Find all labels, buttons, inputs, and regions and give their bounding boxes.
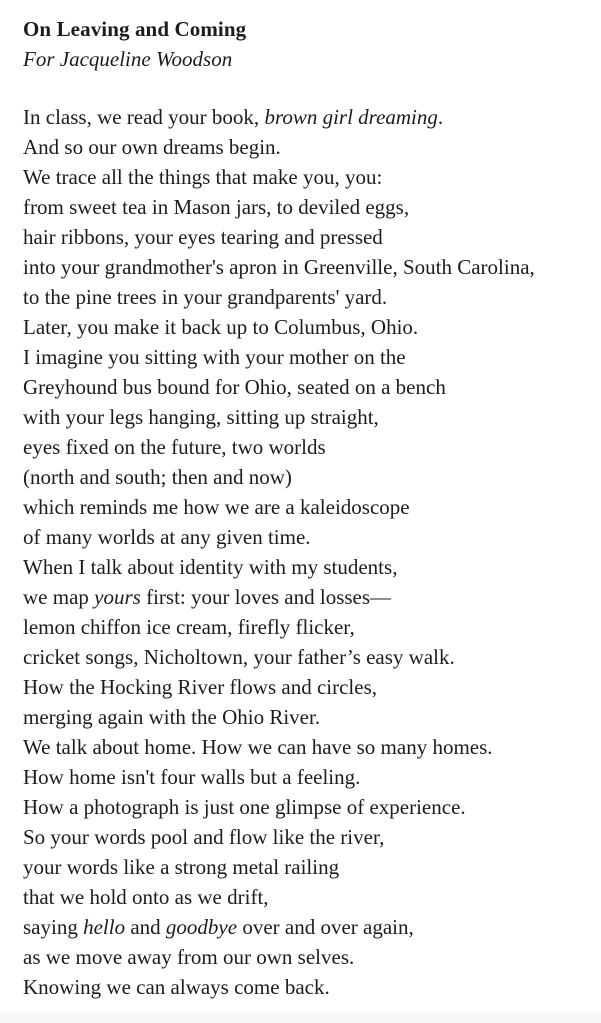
poem-line-segment: first: your loves and losses— xyxy=(140,585,392,609)
poem-line xyxy=(23,972,583,1002)
poem-line xyxy=(23,762,583,792)
poem-line-segment: Later, you make it back up to Columbus, Ohio. xyxy=(23,315,419,339)
poem-line-segment: Knowing we can always come back. xyxy=(23,975,330,999)
poem-line-segment: over and over again, xyxy=(237,915,414,939)
poem-line-segment: that we hold onto as we drift, xyxy=(23,885,269,909)
poem-line-segment: So your words pool and flow like the river, xyxy=(23,825,385,849)
poem-line-segment: to the pine trees in your grandparents' yard. xyxy=(23,285,388,309)
poem-line xyxy=(23,222,583,252)
poem-line-italic-segment: hello xyxy=(83,915,126,939)
poem-line xyxy=(23,552,583,582)
poem-line-segment: hair ribbons, your eyes tearing and pressed xyxy=(23,225,383,249)
poem-line-italic-segment: brown girl dreaming xyxy=(264,105,438,129)
poem-line-segment: saying xyxy=(23,915,84,939)
poem-line xyxy=(23,942,583,972)
poem-line xyxy=(23,402,583,432)
poem-line xyxy=(23,342,583,372)
poem-line-italic-segment: yours xyxy=(94,585,141,609)
poem-line-segment: Greyhound bus bound for Ohio, seated on a bench xyxy=(23,375,446,399)
poem-line xyxy=(23,252,583,282)
poem-line xyxy=(23,582,583,612)
poem-line xyxy=(23,432,583,462)
poem-line-segment: lemon chiffon ice cream, firefly flicker, xyxy=(23,615,355,639)
poem-line-segment: How the Hocking River flows and circles, xyxy=(23,675,377,699)
poem-line-segment: How a photograph is just one glimpse of experience. xyxy=(23,795,466,819)
poem-line xyxy=(23,462,583,492)
poem-line-segment: . xyxy=(437,105,444,129)
poem-line-segment: of many worlds at any given time. xyxy=(23,525,311,549)
poem-line-italic-segment: goodbye xyxy=(165,915,238,939)
poem-line-segment: When I talk about identity with my students, xyxy=(23,555,398,579)
poem-line xyxy=(23,702,583,732)
stanza-gap xyxy=(23,74,583,102)
poem-line xyxy=(23,522,583,552)
poem-body xyxy=(23,102,583,1002)
poem-line-segment: How home isn't four walls but a feeling. xyxy=(23,765,361,789)
poem-line-segment: which reminds me how we are a kaleidoscope xyxy=(23,495,410,519)
poem-line-segment: I imagine you sitting with your mother on the xyxy=(23,345,406,369)
poem-line-segment: your words like a strong metal railing xyxy=(23,855,340,879)
poem-line xyxy=(23,492,583,522)
poem-line xyxy=(23,642,583,672)
poem-line-segment: as we move away from our own selves. xyxy=(23,945,355,969)
footer-strip xyxy=(0,1012,601,1023)
poem-line-segment: and xyxy=(125,915,166,939)
poem-line xyxy=(23,612,583,642)
poem-line xyxy=(23,102,583,132)
poem-line xyxy=(23,132,583,162)
poem-line xyxy=(23,822,583,852)
poem-line-segment: We trace all the things that make you, you: xyxy=(23,165,383,189)
poem-line-segment: (north and south; then and now) xyxy=(23,465,292,489)
poem-dedication: For Jacqueline Woodson xyxy=(23,47,233,71)
poem-line-segment: cricket songs, Nicholtown, your father’s easy walk. xyxy=(23,645,455,669)
poem-line xyxy=(23,732,583,762)
poem-line-segment: into your grandmother's apron in Greenville, South Carolina, xyxy=(23,255,535,279)
poem-line-segment: from sweet tea in Mason jars, to deviled eggs, xyxy=(23,195,410,219)
poem-line-segment: And so our own dreams begin. xyxy=(23,135,281,159)
poem-title: On Leaving and Coming xyxy=(23,17,247,41)
poem-line-segment: eyes fixed on the future, two worlds xyxy=(23,435,326,459)
poem-line xyxy=(23,882,583,912)
poem-line xyxy=(23,192,583,222)
poem-line xyxy=(23,372,583,402)
poem-line xyxy=(23,912,583,942)
poem-line xyxy=(23,312,583,342)
poem-line xyxy=(23,852,583,882)
poem-line-segment: with your legs hanging, sitting up straight, xyxy=(23,405,379,429)
poem-line-segment: merging again with the Ohio River. xyxy=(23,705,321,729)
poem-line xyxy=(23,282,583,312)
poem-line-segment: We talk about home. How we can have so many homes. xyxy=(23,735,493,759)
poem-line-segment: In class, we read your book, xyxy=(23,105,265,129)
poem-line xyxy=(23,162,583,192)
poem-line xyxy=(23,792,583,822)
poem-line-segment: we map xyxy=(23,585,95,609)
poem-line xyxy=(23,672,583,702)
